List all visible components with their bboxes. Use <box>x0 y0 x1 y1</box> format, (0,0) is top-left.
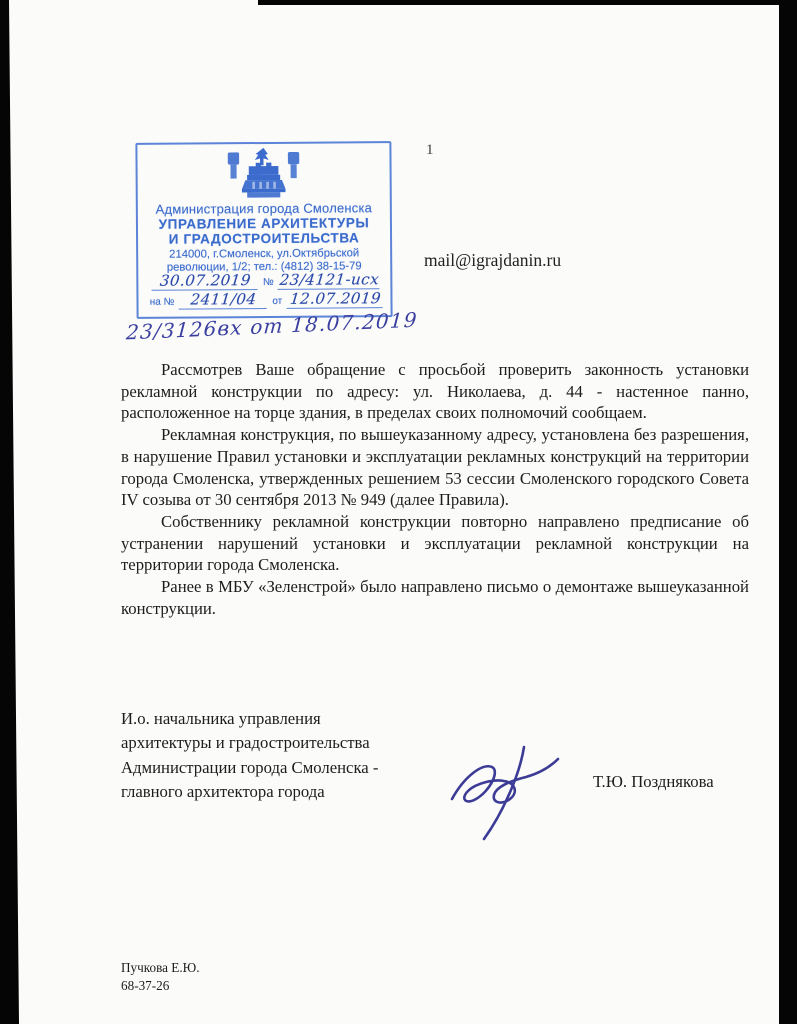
signer-name: Т.Ю. Позднякова <box>593 772 714 791</box>
reference-number-handwritten: 2411/04 <box>178 291 268 310</box>
executor-block <box>121 959 200 995</box>
outgoing-number-handwritten: 23/4121-исх <box>279 270 381 289</box>
signer-position-line3: Администрации города Смоленска - <box>121 757 379 777</box>
smolensk-coat-of-arms-icon <box>213 147 313 202</box>
signer-position-line1: И.о. начальника управления <box>121 709 321 728</box>
body-paragraph-4: Ранее в МБУ «Зеленстрой» было направлено письмо о демонтаже вышеуказанной конструкции. <box>121 577 749 618</box>
stamp-outgoing-row <box>146 271 386 291</box>
signer-position-line2: архитектуры и градостроительства <box>121 733 370 753</box>
scan-edge-top <box>258 0 797 5</box>
stamp-department-line2: И ГРАДОСТРОИТЕЛЬСТВА <box>168 230 360 247</box>
executor-phone: 68-37-26 <box>121 978 170 993</box>
stamp-org-name: Администрация города Смоленска <box>155 200 373 217</box>
signer-position-block <box>121 707 378 804</box>
stamp-department-line1: УПРАВЛЕНИЕ АРХИТЕКТУРЫ <box>158 215 370 232</box>
stamp-address-line1: 214000, г.Смоленск, ул.Октябрьской <box>169 247 360 261</box>
body-paragraph-1: Рассмотрев Ваше обращение с просьбой проверить законность установки рекламной конструкции по адресу: ул. Николаева, д. 44 - настенное панно, расположенное на торце здания, в пределах своих полномочий сообщаем. <box>121 360 749 423</box>
recipient-email: mail@igrajdanin.ru <box>424 250 562 270</box>
signature-scribble-icon <box>438 733 568 843</box>
stamp-address-line2: революции, 1/2; тел.: (4812) 38-15-79 <box>166 260 362 274</box>
from-label: от <box>272 295 283 307</box>
scan-edge-right <box>779 0 797 1024</box>
incoming-registration-note: 23/3126вх от 18.07.2019 <box>125 307 419 345</box>
executor-name: Пучкова Е.Ю. <box>121 960 200 975</box>
body-paragraph-2: Рекламная конструкция, по вышеуказанному адресу, установлена без разрешения, в нарушение Правил установки и эксплуатации рекламных конструкций на территории города Смоленска, утвержденных решением 53 сессии Смоленского городского Совета IV созыва от 30 сентября 2013 № 949 (далее Правила). <box>121 425 749 510</box>
scan-edge-left <box>0 0 20 1024</box>
signer-position-line4: главного архитектора города <box>121 781 325 801</box>
body-paragraph-3: Собственнику рекламной конструкции повторно направлено предписание об устранении нарушений установки и эксплуатации рекламной конструкции на территории города Смоленска. <box>121 511 749 575</box>
incoming-number-label: на № <box>149 296 175 308</box>
number-sign-label: № <box>262 276 274 289</box>
outgoing-date-handwritten: 30.07.2019 <box>151 272 259 291</box>
stamp-reference-row <box>146 290 386 310</box>
reference-date-handwritten: 12.07.2019 <box>286 290 384 309</box>
letter-body <box>121 359 749 619</box>
registration-stamp <box>135 141 392 319</box>
page-number: 1 <box>426 142 434 158</box>
